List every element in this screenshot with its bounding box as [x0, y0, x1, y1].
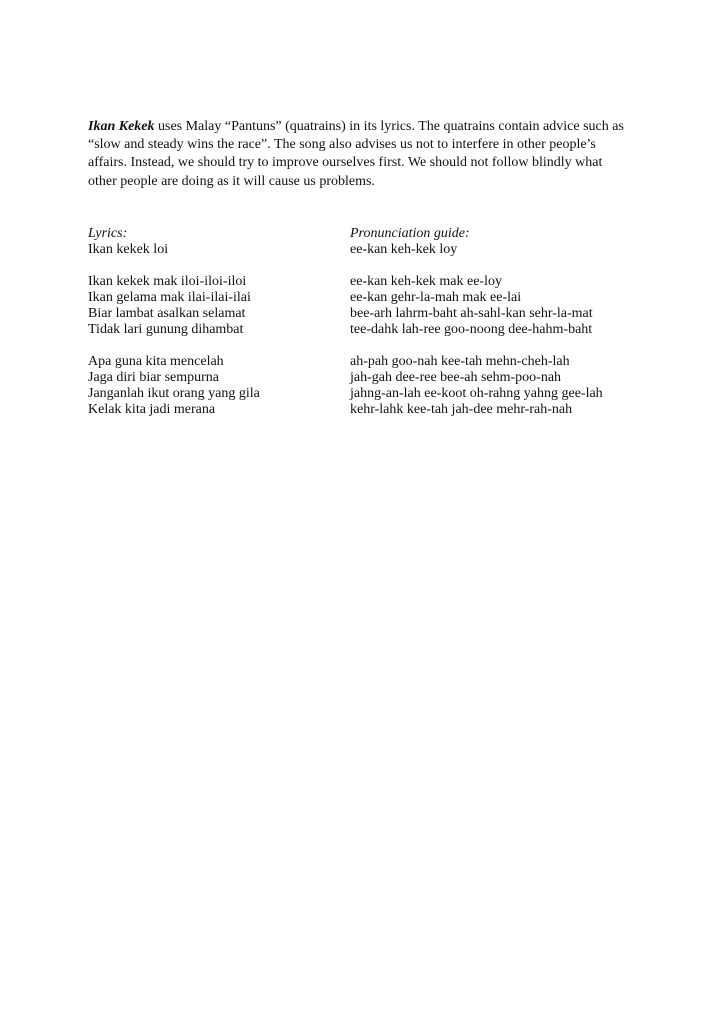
pronunciation-line: ah-pah goo-nah kee-tah mehn-cheh-lah: [350, 354, 570, 369]
lyrics-line: Apa guna kita mencelah: [88, 354, 224, 369]
lyrics-heading: Lyrics:: [88, 226, 128, 241]
stanza-gap: [350, 258, 640, 274]
lyrics-refrain: Ikan kekek loi: [88, 242, 169, 257]
lyrics-line: Ikan kekek mak iloi-iloi-iloi: [88, 274, 247, 289]
pronunciation-column: [350, 226, 640, 418]
lyrics-column: [88, 226, 338, 418]
pronunciation-line: tee-dahk lah-ree goo-noong dee-hahm-baht: [350, 322, 593, 337]
lyrics-line: Biar lambat asalkan selamat: [88, 306, 246, 321]
pronunciation-refrain: ee-kan keh-kek loy: [350, 242, 458, 257]
pronunciation-line: jahng-an-lah ee-koot oh-rahng yahng gee-lah: [350, 386, 603, 401]
lyrics-line: Janganlah ikut orang yang gila: [88, 386, 260, 401]
stanza-gap: [88, 258, 338, 274]
intro-paragraph: [88, 118, 628, 191]
pronunciation-line: ee-kan keh-kek mak ee-loy: [350, 274, 502, 289]
lyrics-line: Kelak kita jadi merana: [88, 402, 216, 417]
pronunciation-line: ee-kan gehr-la-mah mak ee-lai: [350, 290, 522, 305]
pronunciation-line: bee-arh lahrm-baht ah-sahl-kan sehr-la-mat: [350, 306, 593, 321]
lyrics-line: Jaga diri biar sempurna: [88, 370, 220, 385]
song-title: Ikan Kekek: [88, 119, 155, 134]
pronunciation-line: jah-gah dee-ree bee-ah sehm-poo-nah: [350, 370, 562, 385]
lyrics-line: Tidak lari gunung dihambat: [88, 322, 244, 337]
intro-body: uses Malay “Pantuns” (quatrains) in its lyrics. The quatrains contain advice such as “slow and steady wins the race”. The song also advises us not to interfere in other people’s affairs. Instead, we should try to improve ourselves first. We should not follow blindly what other people are doing as it will cause us problems.: [88, 119, 624, 189]
stanza-gap: [350, 338, 640, 354]
pronunciation-line: kehr-lahk kee-tah jah-dee mehr-rah-nah: [350, 402, 573, 417]
pronunciation-heading: Pronunciation guide:: [350, 226, 470, 241]
stanza-gap: [88, 338, 338, 354]
lyrics-line: Ikan gelama mak ilai-ilai-ilai: [88, 290, 251, 305]
